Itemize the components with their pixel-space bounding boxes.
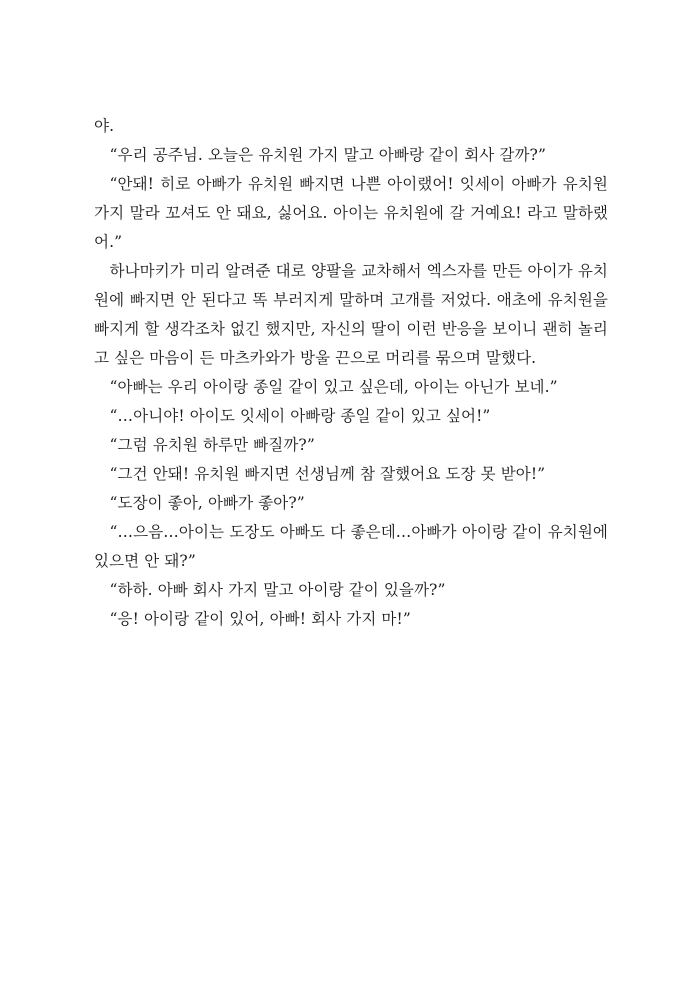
paragraph-dialogue: “안돼! 히로 아빠가 유치원 빠지면 나쁜 아이랬어! 잇세이 아빠가 유치원 가지 말라 꼬셔도 안 돼요, 싫어요. 아이는 유치원에 갈 거예요! 라고 말하랬어.” bbox=[94, 175, 608, 251]
paragraph-continuation: 야. bbox=[94, 117, 115, 135]
paragraph-dialogue: “응! 아이랑 같이 있어, 아빠! 회사 가지 마!” bbox=[109, 610, 411, 628]
paragraph-dialogue: “하하. 아빠 회사 가지 말고 아이랑 같이 있을까?” bbox=[109, 581, 446, 599]
paragraph-dialogue: “도장이 좋아, 아빠가 좋아?” bbox=[109, 494, 305, 512]
paragraph-dialogue: “우리 공주님. 오늘은 유치원 가지 말고 아빠랑 같이 회사 갈까?” bbox=[109, 146, 546, 164]
paragraph-dialogue: “그건 안돼! 유치원 빠지면 선생님께 참 잘했어요 도장 못 받아!” bbox=[109, 465, 546, 483]
body-text bbox=[94, 112, 608, 634]
paragraph-dialogue: “…으음…아이는 도장도 아빠도 다 좋은데…아빠가 아이랑 같이 유치원에 있으면 안 돼?” bbox=[94, 523, 608, 570]
paragraph-dialogue: “그럼 유치원 하루만 빠질까?” bbox=[109, 436, 315, 454]
paragraph-dialogue: “아빠는 우리 아이랑 종일 같이 있고 싶은데, 아이는 아닌가 보네.” bbox=[109, 378, 558, 396]
paragraph-narration: 하나마키가 미리 알려준 대로 양팔을 교차해서 엑스자를 만든 아이가 유치원에 빠지면 안 된다고 똑 부러지게 말하며 고개를 저었다. 애초에 유치원을 빠지게 할 생각조차 없긴 했지만, 자신의 딸이 이런 반응을 보이니 괜히 놀리고 싶은 마음이 든 마츠카와가 방울 끈으로 머리를 묶으며 말했다. bbox=[94, 262, 609, 367]
paragraph-dialogue: “…아니야! 아이도 잇세이 아빠랑 종일 같이 있고 싶어!” bbox=[109, 407, 491, 425]
